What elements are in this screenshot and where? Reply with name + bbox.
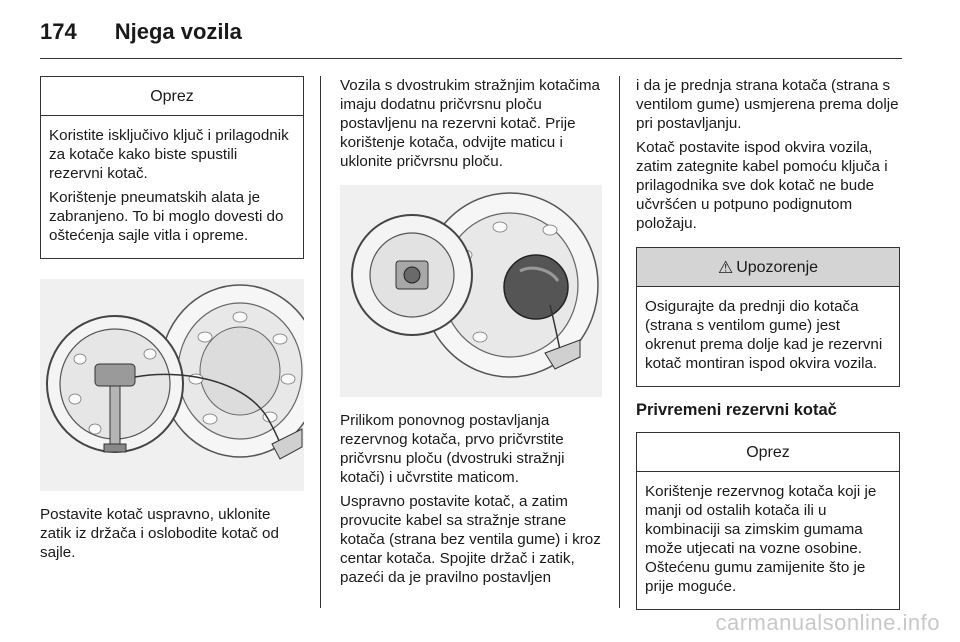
warning-box-heading [637, 248, 899, 287]
illustration-wheel-cable [40, 279, 304, 491]
page-number: 174 [40, 19, 77, 44]
paragraph-reinstall-plate: Prilikom ponovnog postavljanja rezervnog kotača, prvo pričvrstite pričvrsnu ploču (dvostruki stražnji kotači) i učvrstite maticom. [340, 412, 565, 486]
warning-box-body [637, 287, 899, 386]
warning-triangle-icon: ⚠ [717, 257, 734, 277]
caution-box-2 [636, 432, 900, 610]
column-2 [340, 76, 602, 592]
caution-box-2-text: Korištenje rezervnog kotača koji je manji od ostalih kotača ili u kombinaciji sa zimskim gumama može utjecati na vozne osobine. Oštećenu gumu zamijenite što je prije moguće. [645, 483, 877, 595]
paragraph-valve-direction: i da je prednja strana kotača (strana s ventilom gume) usmjerena prema dolje pri postavljanju. [636, 77, 899, 132]
page-header [40, 12, 902, 52]
mounting-plate-drawing [340, 185, 602, 397]
column-3 [636, 76, 900, 624]
paragraph-remove-pin: Postavite kotač uspravno, uklonite zatik iz držača i oslobodite kotač od sajle. [40, 506, 279, 561]
illustration-mounting-plate [340, 185, 602, 397]
header-rule [40, 58, 902, 59]
column-divider-2 [619, 76, 620, 608]
caution-paragraph-1: Koristite isključivo ključ i prilagodnik za kotače kako biste spustili rezervni kotač. [49, 127, 289, 182]
warning-heading-text: Upozorenje [736, 258, 819, 276]
paragraph-dual-rear-wheels: Vozila s dvostrukim stražnjim kotačima imaju dodatnu pričvrsnu ploču postavljenu na rezervni kotač. Prije korištenje kotača, odvijte maticu i uklonite pričvrsnu ploču. [340, 77, 600, 170]
wheel-cable-drawing [40, 279, 304, 491]
caution-box-1 [40, 76, 304, 259]
caution-box-body [41, 116, 303, 258]
caution-paragraph-2: Korištenje pneumatskih alata je zabranjeno. To bi moglo dovesti do oštećenja sajle vitla i opreme. [49, 189, 284, 244]
page-title: Njega vozila [114, 19, 242, 44]
watermark: carmanualsonline.info [715, 610, 940, 635]
caution-box-2-body [637, 472, 899, 609]
column-1 [40, 76, 304, 567]
caution-box-heading: Oprez [41, 77, 303, 116]
caution-box-2-heading: Oprez [637, 433, 899, 472]
warning-box [636, 247, 900, 387]
section-title-temporary-spare: Privremeni rezervni kotač [636, 401, 837, 419]
column-divider-1 [320, 76, 321, 608]
paragraph-cable-routing: Uspravno postavite kotač, a zatim provucite kabel sa stražnje strane kotača (strana bez ventila gume) i kroz centar kotača. Spojite držač i zatik, pazeći da je pravilno postavljen [340, 493, 601, 586]
paragraph-raise-wheel: Kotač postavite ispod okvira vozila, zatim zategnite kabel pomoću ključa i prilagodnika sve dok kotač ne bude učvršćen u potpuno podignutom položaju. [636, 139, 888, 232]
warning-text: Osigurajte da prednji dio kotača (strana s ventilom gume) jest okrenut prema dolje kad je rezervni kotač montiran ispod okvira vozila. [645, 298, 883, 372]
